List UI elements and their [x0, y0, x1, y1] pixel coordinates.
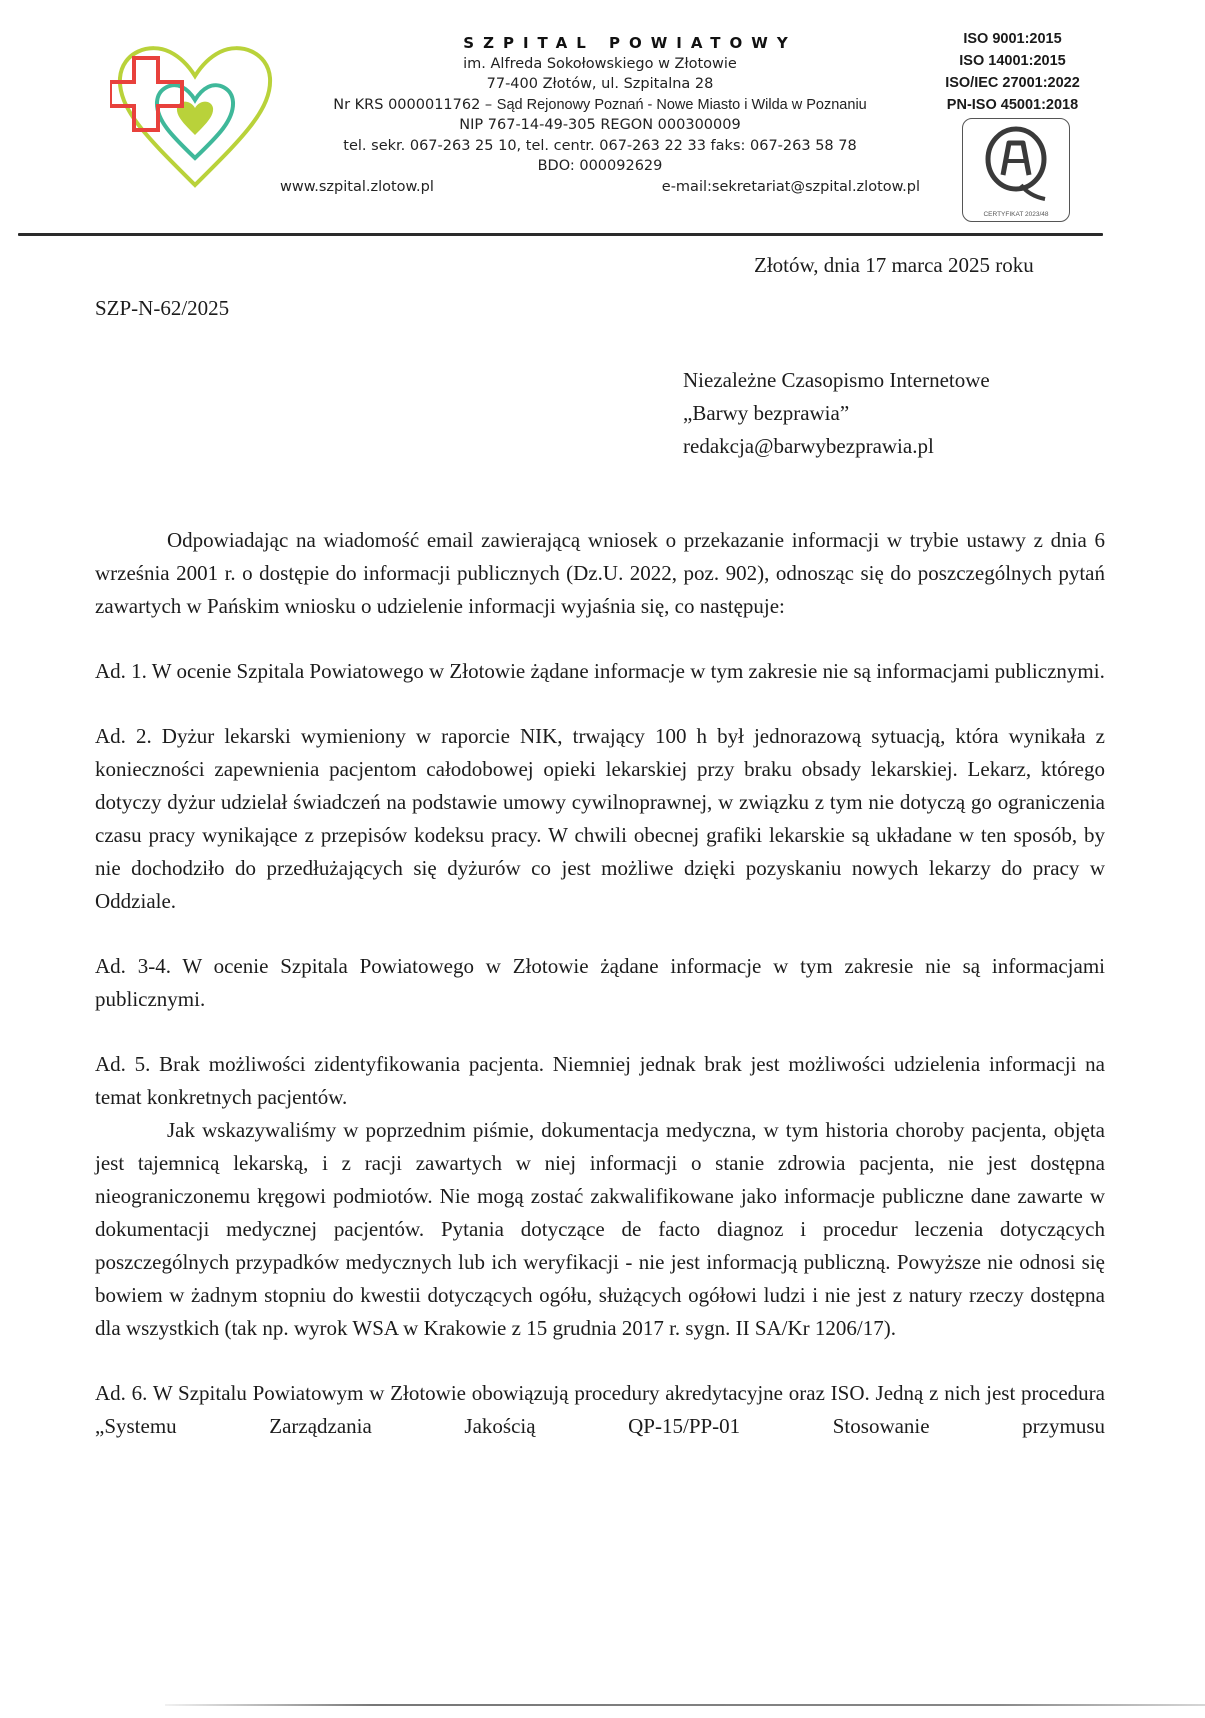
iso-item: ISO/IEC 27001:2022: [945, 75, 1080, 91]
quality-accreditation-q-icon: [981, 123, 1051, 203]
header-divider: [18, 233, 1103, 236]
intro-paragraph: Odpowiadając na wiadomość email zawierającą wniosek o przekazanie informacji w trybie ustawy z dnia 6 września 2001 r. o dostępie do informacji publicznych (Dz.U. 2022, poz. 902), odnosząc się do poszczególnych pytań zawartych w Pańskim wniosku o udzielenie informacji wyjaśnia się, co następuje:: [95, 528, 1105, 618]
page-edge-line: [165, 1704, 1205, 1706]
hospital-patron: im. Alfreda Sokołowskiego w Złotowie: [463, 55, 737, 72]
letter-body: [95, 524, 1105, 1443]
answer-5-continuation: Jak wskazywaliśmy w poprzednim piśmie, dokumentacja medyczna, w tym historia choroby pacjenta, objęta jest tajemnicą lekarską, i z racji zawartych w niej informacji o stanie zdrowia pacjenta, nie jest dostępna nieograniczonemu kręgowi podmiotów. Nie mogą zostać zakwalifikowane jako informacje publiczne dane zawarte w dokumentacji medycznej pacjentów. Pytania dotyczące de facto diagnoz i procedur leczenia dotyczących poszczególnych przypadków medycznych lub ich weryfikacji - nie jest informacją publiczną. Powyższe nie odnosi się bowiem w żadnym stopniu do kwestii dotyczących ogółu, służących ogółowi ludzi i nie jest z natury rzeczy dostępna dla wszystkich (tak np. wyrok WSA w Krakowie z 15 grudnia 2017 r. sygn. II SA/Kr 1206/17).: [95, 1118, 1105, 1340]
email-link[interactable]: e-mail:sekretariat@szpital.zlotow.pl: [661, 178, 920, 195]
hospital-name: SZPITAL POWIATOWY: [463, 34, 797, 52]
hospital-logo-icon: [110, 40, 280, 190]
answer-2: Ad. 2. Dyżur lekarski wymieniony w raporcie NIK, trwający 100 h był jednorazową sytuacją, która wynikała z konieczności zapewnienia pacjentom całodobowej opieki lekarskiej przy braku obsady lekarskiej. Lekarz, którego dotyczy dyżur udzielał świadczeń na podstawie umowy cywilnoprawnej, w związku z tym nie dotyczą go ograniczenia czasu pracy wynikające z przepisów kodeksu pracy. W chwili obecnej grafiki lekarskie są układane w ten sposób, by nie dochodziło do przedłużających się dyżurów co jest możliwe dzięki pozyskaniu nowych lekarzy do pracy w Oddziale.: [95, 724, 1105, 913]
reference-number: SZP-N-62/2025: [95, 296, 230, 320]
iso-item: ISO 14001:2015: [959, 53, 1066, 69]
website-link[interactable]: www.szpital.zlotow.pl: [280, 178, 434, 195]
answer-6: Ad. 6. W Szpitalu Powiatowym w Złotowie obowiązują procedury akredytacyjne oraz ISO. Jedną z nich jest procedura „Systemu Zarządzania Jakością QP-15/PP-01 Stosowanie przymusu: [95, 1381, 1105, 1438]
krs-court: Sąd Rejonowy Poznań - Nowe Miasto i Wilda w Poznaniu: [496, 96, 867, 113]
iso-item: ISO 9001:2015: [963, 31, 1062, 47]
answer-1: Ad. 1. W ocenie Szpitala Powiatowego w Złotowie żądane informacje w tym zakresie nie są informacjami publicznymi.: [95, 659, 1105, 683]
bdo-number: BDO: 000092629: [537, 158, 663, 174]
answer-5: Ad. 5. Brak możliwości zidentyfikowania pacjenta. Niemniej jednak brak jest możliwości udzielenia informacji na temat konkretnych pacjentów.: [95, 1052, 1105, 1109]
contact-row: [270, 177, 930, 198]
addressee-title: „Barwy bezprawia”: [683, 401, 850, 425]
krs-line: [270, 95, 930, 116]
addressee: [683, 364, 990, 463]
hospital-address: 77-400 Złotów, ul. Szpitalna 28: [486, 76, 714, 92]
addressee-name: Niezależne Czasopismo Internetowe: [683, 368, 990, 392]
hospital-details: [270, 33, 930, 197]
iso-item: PN-ISO 45001:2018: [946, 97, 1079, 113]
answer-3-4: Ad. 3-4. W ocenie Szpitala Powiatowego w Złotowie żądane informacje w tym zakresie nie są informacjami publicznymi.: [95, 954, 1105, 1011]
krs-number: Nr KRS 0000011762 –: [333, 96, 497, 113]
nip-regon: NIP 767-14-49-305 REGON 000300009: [459, 117, 741, 133]
accreditation-certificate: [962, 118, 1070, 222]
certificate-label: CERTYFIKAT 2023/48: [983, 211, 1049, 218]
letter-date: Złotów, dnia 17 marca 2025 roku: [754, 253, 1034, 277]
addressee-email: redakcja@barwybezprawia.pl: [683, 434, 934, 458]
phone-numbers: tel. sekr. 067-263 25 10, tel. centr. 067-263 22 33 faks: 067-263 58 78: [343, 137, 857, 154]
letterhead: [0, 0, 1205, 240]
iso-certifications: [925, 28, 1100, 116]
